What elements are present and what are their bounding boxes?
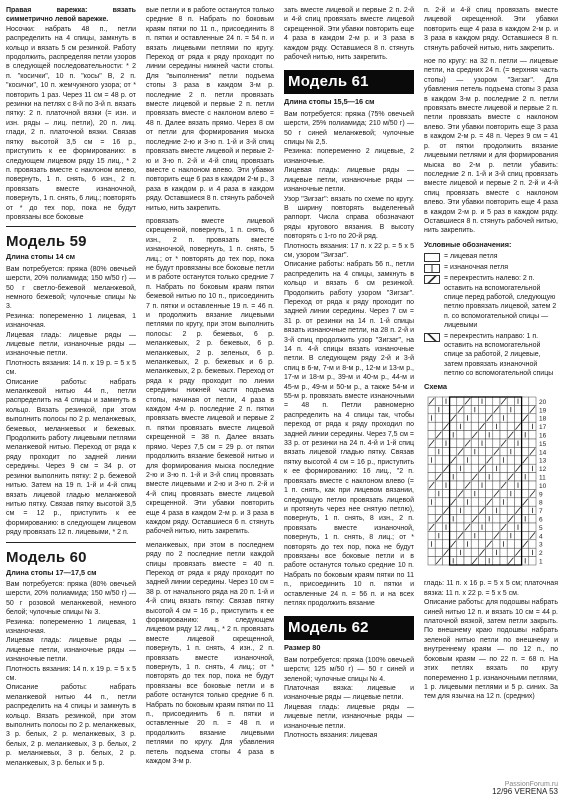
scheme-cell	[435, 456, 442, 464]
divider	[6, 226, 136, 227]
paragraph: Резинка: попеременно 1 лицевая, 1 изнаночная.	[6, 312, 136, 330]
scheme-cell	[450, 447, 457, 455]
scheme-cell	[464, 548, 471, 556]
scheme-cell	[500, 405, 507, 413]
paragraph: Вам потребуется: пряжа (100% овечьей шерсти; 125 м/50 г) — 50 г синей и зеленой; чулочные спицы № 4.	[284, 656, 414, 683]
scheme-cell	[442, 540, 449, 548]
scheme-cell	[486, 548, 493, 556]
scheme-cell	[478, 557, 485, 565]
scheme-cell	[450, 439, 457, 447]
scheme-cell	[471, 439, 478, 447]
paragraph: Описание работы: набрать 56 п., петли распределить на 4 спицы, замкнуть в кольцо и вязать 6 см резинкой. Продолжить работу узором "Зигзаг". Переход от ряда к ряду проходит по задней линии середины. Через 7 см = 31 р. от резинки на 14 п. 1-й спицы вязать изнаночные петли, на 28 п. 2-й и 3-й спиц продолжить узор "Зигзаг", на 14 п. 4-й спицы вязать изнаночные петли. В следующем ряду 2-й и 3-й спиц в 6-м, 7-м и 8-м р., 12-м и 13-м р., 17-м и 18-м р., 39-м и 40-м р., 44-м и 45-м р., 49-м и 50-м р., а также 54-м и 55-м р. провязать вместе изнаночными = 48 п. Петли равномерно распределить на 4 спицы так, чтобы переход от ряда к ряду проходил по задней линии середины. Через 7,5 см = 33 р. от резинки на 24 п. 4-й и 1-й спиц вязать лицевой гладью пятку. Связав пятку высотой 4 см = 16 р., приступить к ее формированию: 16 лиц., "2 п. провязать вместе с наклоном влево (= 1 п. снять, как при лицевом вязании, следующую петлю провязать лицевой и протянуть через нее снятую петлю), повернуть, 1 п. снять, 8 изн., 2 п. провязать вместе изнаночной, повернуть, 1 п. снять, 8 лиц.; от * повторять до тех пор, пока не будут провязаны все боковые петли и в работе останутся только средние 10 п. Набрать по боковым краям пятки по 11 п., присоединить 10 п. пятки и оставленные 24 п. = 56 п. и на всех петлях продолжить вязание	[284, 261, 414, 607]
scheme-cell	[529, 481, 536, 489]
scheme-cell	[428, 447, 435, 455]
model-62-heading: Модель 62	[284, 616, 414, 640]
scheme-cell	[464, 506, 471, 514]
paragraph: Плотность вязания: 14 п. х 19 р. = 5 х 5 см.	[6, 359, 136, 377]
paragraph: Правая варежка: вязать симметрично левой варежке.	[6, 7, 136, 24]
scheme-cell	[435, 422, 442, 430]
scheme-cell	[529, 439, 536, 447]
scheme-cell	[464, 473, 471, 481]
scheme-row-number: 7	[539, 508, 543, 516]
scheme-cell	[478, 473, 485, 481]
scheme-cell	[428, 473, 435, 481]
scheme-cell	[514, 489, 521, 497]
scheme-cell	[500, 489, 507, 497]
scheme-cell	[457, 456, 464, 464]
paragraph: Лицевая гладь: лицевые ряды — лицевые петли, изнаночные ряды — изнаночные петли.	[284, 703, 414, 730]
scheme-cell	[435, 548, 442, 556]
legend-text: = изнаночная петля	[444, 264, 509, 272]
scheme-title: Схема	[424, 381, 448, 391]
scheme-cell	[514, 540, 521, 548]
paragraph: Плотность вязания: 17 п. х 22 р. = 5 х 5 см, узором "Зигзаг".	[284, 242, 414, 259]
scheme-cell	[522, 506, 529, 514]
paragraph: ное по кругу: на 32 п. петли — лицевые петли, на средних 24 п. (= верхняя часть стопы) — узором "Зигзаг". Для убавления петель подъема стопы 3 раза в каждом 3-м р. последние 2 п. петли провязать вместе лицевой и первые 2 п. петли провязать вместе с наклоном влево. Эти убавки повторить еще 3 раза в каждом 2-м р. = 48 п. Через 9 см = 41 р. от пятки продолжить вязание лицевыми петлями и для формирования мыска во 2-м р. петли убавить: последние 2 п. 1-й и 3-й спиц провязать вместе лицевой и первые 2 п. 2-й и 4-й спиц провязать вместе с наклоном влево. Эти убавки повторить еще 4 раза в каждом 2-м р. и 5 раз в каждом ряду. Оставшиеся 8 п. стянуть рабочей нитью, нить закрепить.	[424, 58, 558, 235]
scheme-cell	[529, 540, 536, 548]
scheme-cell	[486, 439, 493, 447]
scheme-row-number: 19	[539, 407, 547, 415]
scheme-cell	[522, 531, 529, 539]
scheme-cell	[493, 414, 500, 422]
scheme-row-number: 10	[539, 482, 547, 490]
scheme-cell	[464, 489, 471, 497]
model-59-subtitle: Длина стопы 14 см	[6, 252, 76, 262]
paragraph: Плотность вязания: 14 п. х 19 р. = 5 х 5 см.	[6, 665, 136, 682]
scheme-cell	[493, 540, 500, 548]
scheme-cell	[500, 557, 507, 565]
scheme-cell	[428, 515, 435, 523]
scheme-cell	[442, 456, 449, 464]
legend-item	[424, 263, 558, 273]
model-60-heading: Модель 60	[6, 548, 87, 566]
scheme-cell	[522, 523, 529, 531]
scheme-cell	[507, 456, 514, 464]
scheme-cell	[450, 397, 457, 405]
scheme-cell	[428, 506, 435, 514]
paragraph: меланжевых, при этом в последнем ряду по 2 последние петли каждой спицы провязать вместе = 40 п. Переход от ряда к ряду проходит по задней линии середины. Через 10 см = 38 р. от начального ряда на 20 п. 1-й и 4-й спиц вязать пятку: Связав пятку высотой 4 см = 16 р., приступить к ее формированию: в следующем лицевом ряду 12 лиц., * 2 п. провязать вместе лицевой скрещенной, повернуть, 1 п. снять, 4 изн., 2 п. провязать вместе изнаночной, повернуть, 1 п. снять, 4 лиц.; от * повторять до тех пор, пока не будут провязаны все боковые петли и в работе останутся только средние 6 п. Набрать по боковым краям пятки по 11 п., присоединить 6 п. пятки и оставленные 20 п. = 48 п. и продолжить вязание лицевыми петлями по кругу. Для убавления петель подъема стопы 4 раза в каждом 3-м р.	[146, 541, 274, 766]
legend-title: Условные обозначения:	[424, 239, 512, 249]
scheme-cell	[428, 489, 435, 497]
scheme-cell	[478, 414, 485, 422]
scheme-cell	[493, 473, 500, 481]
scheme-cell	[471, 548, 478, 556]
scheme-cell	[464, 515, 471, 523]
scheme-cell	[450, 422, 457, 430]
scheme-cell	[457, 414, 464, 422]
scheme-cell	[529, 456, 536, 464]
scheme-cell	[514, 498, 521, 506]
scheme-cell	[428, 557, 435, 565]
scheme-cell	[500, 422, 507, 430]
scheme-cell	[529, 397, 536, 405]
scheme-cell	[457, 439, 464, 447]
scheme-cell	[464, 405, 471, 413]
paragraph: Резинка: попеременно 2 лицевые, 2 изнаночные.	[284, 148, 414, 165]
scheme-row-number: 8	[539, 499, 543, 507]
scheme-cell	[457, 540, 464, 548]
scheme-cell	[478, 515, 485, 523]
scheme-row-number: 1	[539, 558, 543, 566]
scheme-cell	[500, 464, 507, 472]
scheme-cell	[450, 405, 457, 413]
scheme-cell	[435, 397, 442, 405]
scheme-cell	[500, 431, 507, 439]
model-62-subtitle: Размер 80	[284, 643, 321, 653]
scheme-row-number: 12	[539, 466, 547, 474]
scheme-cell	[486, 405, 493, 413]
scheme-row-number: 14	[539, 449, 547, 457]
scheme-cell	[464, 431, 471, 439]
legend-item	[424, 252, 558, 262]
scheme-cell	[500, 506, 507, 514]
scheme-cell	[522, 481, 529, 489]
scheme-cell	[457, 481, 464, 489]
scheme-cell	[464, 422, 471, 430]
scheme-cell	[457, 523, 464, 531]
scheme-cell	[442, 447, 449, 455]
scheme-row-number: 20	[539, 398, 547, 406]
purl-stitch-icon	[424, 264, 440, 273]
scheme-cell	[428, 431, 435, 439]
scheme-cell	[471, 506, 478, 514]
scheme-cell	[428, 548, 435, 556]
scheme-cell	[514, 414, 521, 422]
scheme-row-number: 18	[539, 415, 547, 423]
scheme-cell	[493, 481, 500, 489]
scheme-cell	[522, 548, 529, 556]
column-1	[6, 6, 136, 768]
scheme-cell	[457, 557, 464, 565]
scheme-cell	[471, 414, 478, 422]
paragraph: Резинка: попеременно 1 лицевая, 1 изнаночная.	[6, 618, 136, 635]
scheme-cell	[442, 405, 449, 413]
scheme-cell	[486, 531, 493, 539]
scheme-cell	[471, 498, 478, 506]
scheme-cell	[522, 489, 529, 497]
scheme-row-number: 17	[539, 424, 547, 432]
scheme-cell	[457, 515, 464, 523]
scheme-row-number: 3	[539, 541, 543, 549]
scheme-cell	[507, 523, 514, 531]
scheme-cell	[486, 481, 493, 489]
scheme-cell	[450, 464, 457, 472]
scheme-cell	[514, 473, 521, 481]
paragraph: гладь: 11 п. х 16 р. = 5 х 5 см; платочная вязка: 11 п. х 22 р. = 5 х 5 см.	[424, 580, 558, 597]
scheme-cell	[442, 498, 449, 506]
scheme-cell	[471, 481, 478, 489]
scheme-cell	[514, 447, 521, 455]
scheme-cell	[493, 431, 500, 439]
paragraph: Вам потребуется: пряжа (80% овечьей шерсти, 20% полиамида; 150 м/50 г) — 50 г светло-бежевой меланжевой, немного бежевой; чулочные спицы № 3.	[6, 265, 136, 311]
scheme-cell	[428, 464, 435, 472]
scheme-row-number: 6	[539, 516, 543, 524]
scheme-row-number: 16	[539, 432, 547, 440]
paragraph: Лицевая гладь: лицевые ряды — лицевые петли, изнаночные ряды — изнаночные петли.	[6, 331, 136, 358]
scheme-cell	[500, 515, 507, 523]
paragraph: вые петли и в работе останутся только средние 8 п. Набрать по боковым краям пятки по 11 п., присоединить 8 п. пятки и оставленные 24 п. = 54 п. и вязать лицевыми петлями по кругу. Переход от ряда к ряду проходит по линии середины нижней части стопы. Для "выполнения" петли подъема стопы 3 раза в каждом 3-м р. последние 2 п. петли провязать вместе лицевой и первые 2 п. петли провязать вместе с наклоном влево = 48 п. Далее вязать прямо. Через 8 см от петли для формирования мыска последние 2-ю и 3-ю п. 1-й и 3-й спиц провязать вместе лицевой и первые 2-ю и 3-ю п. 2-й и 4-й спиц провязать вместе с наклоном влево. Эти убавки повторить еще 6 раз в каждом 2-м р., 3 раза в каждом р. и 4 раза в каждом ряду. Оставшиеся 8 п. стянуть рабочей нитью, нить закрепить.	[146, 7, 274, 212]
scheme-cell	[500, 548, 507, 556]
scheme-cell	[514, 531, 521, 539]
scheme-cell	[435, 464, 442, 472]
scheme-cell	[486, 422, 493, 430]
scheme-cell	[486, 447, 493, 455]
paragraph: Описание работы: для подошвы набрать синей нитью 12 п. и вязать 10 см = 44 р. платочной вязкой, затем петли закрыть. По внешнему краю подошвы набрать зеленой нитью петли по внешнему и внутреннему краям — по 12 п., по боковым краям — по 22 п. = 68 п. На этих петлях вязать по кругу попеременно 1 р. изнаночными петлями, 1 р. лицевыми петлями и 5 р. синих. За тем для язычка на 12 п. (средних)	[424, 599, 558, 701]
scheme-row-number: 2	[539, 550, 543, 558]
model-59-heading: Модель 59	[6, 233, 87, 251]
scheme-cell	[478, 447, 485, 455]
scheme-cell	[464, 464, 471, 472]
paragraph: Лицевая гладь: лицевые ряды — лицевые петли, изнаночные ряды — изнаночные петли.	[6, 637, 136, 664]
legend-text: = перекрестить налево: 2 п. оставить на вспомогательной спице перед работой, следующую петлю провязать лицевой, затем 2 п. со вспомогательной спицы — лицевыми	[444, 275, 557, 330]
scheme-cell	[493, 515, 500, 523]
paragraph: зать вместе лицевой и первые 2 п. 2-й и 4-й спиц провязать вместе лицевой скрещенной. Эти убавки повторить еще 4 раза в каждом 2-м р. и 3 раза в каждом ряду. Оставшиеся 8 п. стянуть рабочей нитью, нить закрепить.	[284, 7, 414, 62]
scheme-cell	[478, 489, 485, 497]
scheme-cell	[522, 447, 529, 455]
scheme-cell	[529, 473, 536, 481]
scheme-cell	[478, 405, 485, 413]
scheme-cell	[428, 531, 435, 539]
scheme-cell	[514, 405, 521, 413]
scheme-cell	[442, 431, 449, 439]
scheme-cell	[486, 506, 493, 514]
scheme-cell	[457, 431, 464, 439]
scheme-row-number: 11	[539, 474, 546, 482]
page-footer	[0, 778, 564, 800]
scheme-row-number: 15	[539, 440, 547, 448]
scheme-cell	[529, 557, 536, 565]
scheme-cell	[435, 414, 442, 422]
divider	[6, 542, 136, 543]
scheme-cell	[493, 498, 500, 506]
scheme-cell	[428, 422, 435, 430]
scheme-cell	[450, 531, 457, 539]
scheme-cell	[529, 414, 536, 422]
cross-left-icon	[424, 275, 440, 284]
scheme-cell	[435, 439, 442, 447]
scheme-cell	[493, 523, 500, 531]
column-2	[146, 6, 274, 767]
scheme-cell	[450, 548, 457, 556]
legend-text: = лицевая петля	[444, 253, 498, 261]
cross-right-icon	[424, 333, 440, 342]
scheme-cell	[522, 422, 529, 430]
scheme-cell	[507, 422, 514, 430]
scheme-cell	[464, 557, 471, 565]
scheme-cell	[493, 557, 500, 565]
model-61-subtitle: Длина стопы 15,5—16 см	[284, 97, 375, 107]
paragraph: Плотность вязания: лицевая	[284, 732, 378, 740]
scheme-cell	[507, 498, 514, 506]
scheme-cell	[493, 439, 500, 447]
scheme-cell	[493, 397, 500, 405]
scheme-cell	[435, 481, 442, 489]
model-60-subtitle: Длина стопы 17—17,5 см	[6, 567, 97, 577]
scheme-cell	[450, 523, 457, 531]
scheme-cell	[471, 523, 478, 531]
scheme-cell	[457, 498, 464, 506]
scheme-cell	[442, 515, 449, 523]
legend	[424, 240, 558, 379]
scheme-cell	[428, 405, 435, 413]
page-number: 12/96 VERENA 53	[492, 787, 558, 796]
scheme-cell	[486, 397, 493, 405]
paragraph: Вам потребуется: пряжа (75% овечьей шерсти, 25% полиамида; 210 м/50 г) — 50 г синей меланжевой; чулочные спицы № 2,5.	[284, 110, 414, 147]
scheme-cell	[514, 431, 521, 439]
scheme-cell	[486, 489, 493, 497]
scheme-cell	[478, 498, 485, 506]
paragraph: Узор "Зигзаг": вязать по схеме по кругу. В ширину повторять выделенный раппорт. Числа справа обозначают ряды кругового вязания. В высоту повторять с 1-го по 20-й ряд.	[284, 195, 414, 241]
scheme-cell	[529, 498, 536, 506]
legend-item	[424, 332, 558, 379]
scheme-cell	[478, 531, 485, 539]
scheme-cell	[478, 456, 485, 464]
scheme-row-number: 13	[539, 457, 547, 465]
scheme-cell	[522, 397, 529, 405]
scheme-cell	[529, 431, 536, 439]
scheme-cell	[486, 523, 493, 531]
paragraph: Платочная вязка: лицевые и изнаночные ряды — лицевые петли.	[284, 685, 414, 702]
scheme-cell	[442, 531, 449, 539]
scheme-row-number: 4	[539, 533, 543, 541]
scheme-cell	[507, 481, 514, 489]
scheme-cell	[471, 540, 478, 548]
watermark: PassionForum.ru	[504, 781, 558, 788]
scheme-cell	[442, 473, 449, 481]
scheme-cell	[529, 515, 536, 523]
scheme-cell	[442, 489, 449, 497]
knit-stitch-icon	[424, 253, 440, 262]
scheme-cell	[500, 531, 507, 539]
scheme-cell	[493, 456, 500, 464]
scheme-cell	[450, 489, 457, 497]
scheme-cell	[442, 414, 449, 422]
scheme-cell	[507, 397, 514, 405]
scheme-cell	[442, 557, 449, 565]
scheme-cell	[450, 506, 457, 514]
scheme-cell	[522, 439, 529, 447]
legend-item	[424, 274, 558, 330]
scheme-cell	[514, 456, 521, 464]
paragraph: п. 2-й и 4-й спиц провязать вместе лицевой скрещенной. Эти убавки повторить еще 4 раза в каждом 2-м р. и 3 раза в каждом ряду. Оставшиеся 8 п. стянуть рабочей нитью, нить закрепить.	[424, 7, 558, 52]
scheme-row-number: 9	[539, 491, 543, 499]
paragraph: Вам потребуется: пряжа (80% овечьей шерсти, 20% полиамида; 150 м/50 г) — 50 г розовой меланжевой, немного белой; чулочные спицы № 3.	[6, 580, 136, 617]
paragraph: Описание работы: набрать меланжевой нитью 44 п., петли распределить на 4 спицы и замкнуть в кольцо. Вязать резинкой, при этом выполнить полосы по 2 р. меланжевых, 3 р. белых, 2 р. меланжевых, 3 р. белых, 2 р. меланжевых, 3 р. белых, 2 р. меланжевых, 3 р. белых, 2 р. меланжевых, 3 р. белых и 5 р.	[6, 684, 136, 767]
model-61-heading: Модель 61	[284, 70, 414, 94]
scheme-cell	[471, 464, 478, 472]
paragraph: Лицевая гладь: лицевые ряды — лицевые петли, изнаночные ряды — изнаночные петли.	[284, 167, 414, 194]
scheme-cell	[507, 439, 514, 447]
paragraph: Носочки: набрать 48 п., петли распределить на 4 спицы, замкнуть в кольцо и вязать 5 см резинкой. Работу продолжить, распределяя петли узоров в следующей последовательности: * 2 п. "косички", 10 п. "косы" В, 2 п. "косички", 10 п. жемчужного узора; от * повторить 1 раз. Через 11 см = 48 р. от резинки на петлях с 8-й по 3-й п. вязать пятку: 2 п. платочной вязки (= изн. и изн. ряды – лиц. петли), 20 п. лиц. глади, 2 п. платочной вязки. Связав пятку высотой 3,5 см = 16 р., приступить к ее формированию: в следующем лицевом ряду 15 лиц., * 2 п. провязать вместе с наклоном влево, повернуть, 1 п. снять, 6 изн., 2 п. провязать вместе изнаночной, повернуть, 1 п. снять, 6 лиц.; повторять от * до тех пор, пока не будут провязаны все боковые	[6, 25, 136, 221]
column-4	[424, 6, 558, 702]
scheme-cell	[514, 557, 521, 565]
scheme-cell	[471, 422, 478, 430]
scheme-cell	[464, 531, 471, 539]
paragraph: провязать вместе лицевой скрещенной, повернуть, 1 п. снять, 6 изн., 2 п. провязать вместе изнаночной, повернуть, 1 п. снять, 5 лиц.; от * повторять до тех пор, пока не будут провязаны все боковые петли и в работе останутся только средние 7 п. Набрать по боковым краям пятки бежевой нитью по 10 п., присоединить 7 п. пятки и оставленные 19 п. = 46 п. и продолжить вязание лицевыми петлями по кругу, при этом выполнить полосы: 2 р. бежевых, 6 р. меланжевых, 2 р. бежевых, 6 р. меланжевых, 2 р. зеленых, 6 р. меланжевых, 2 р. бежевых и 6 р. меланжевых, 2 р. бежевых. Переход от ряда к ряду проходит по линии середины нижней части подъема стопы, начиная от петли, 4 раза в каждом 4-м р. последние 2 п. пятки провязать вместе лицевой и первые 2 п. пятки провязать вместе лицевой скрещенной = 38 п. Далее вязать прямо. Через 7,5 см = 29 р. от пятки продолжить вязание бежевой нитью и для формирования мыска последние 2-ю и 3-ю п. 1-й и 3-й спиц провязать вместе лицевыми и 2-ю и 3-ю п. 2-й и 4-й спиц провязать вместе лицевой скрещенной. Эти убавки повторить еще 4 раза в каждом 2-м р. и 3 раза в каждом ряду. Оставшиеся 6 п. стянуть рабочей нитью, нить закрепить.	[146, 217, 274, 536]
scheme-cell	[457, 473, 464, 481]
scheme-cell	[507, 540, 514, 548]
scheme-cell	[478, 431, 485, 439]
scheme-cell	[471, 456, 478, 464]
scheme-cell	[522, 464, 529, 472]
scheme-cell	[471, 397, 478, 405]
scheme-cell	[435, 540, 442, 548]
scheme-cell	[464, 447, 471, 455]
scheme-cell	[507, 414, 514, 422]
scheme-cell	[500, 473, 507, 481]
scheme-cell	[435, 498, 442, 506]
paragraph: Описание работы: набрать меланжевой нитью 44 п., петли распределить на 4 спицы и замкнуть в кольцо. Вязать резинкой, при этом выполнить полосы по 2 р. меланжевых, бежевых, меланжевых и бежевых. Продолжить работу лицевыми петлями меланжевой нитью. Переход от ряда к ряду проходит по задней линии середины. Через 9 см = 34 р. от резинки выполнить пятку: 2 р. бежевой нитью. Затем на 19 п. 1-й и 4-й спиц вязать лицевой гладью меланжевой нитью пятку. Связав пятку высотой 3,5 см = 12 р., приступить к ее формированию: в следующем лицевом ряду провязать 12 п. лицевыми, * 2 п.	[6, 378, 136, 537]
scheme-cell	[507, 506, 514, 514]
legend-text: = перекрестить направо: 1 п. оставить на вспомогательной спице за работой, 2 лицевые, затем провязать изнаночной петлю со вспомогательной спицы	[444, 332, 554, 378]
scheme-cell	[478, 540, 485, 548]
scheme-cell	[522, 405, 529, 413]
scheme-cell	[529, 523, 536, 531]
scheme-cell	[507, 464, 514, 472]
scheme-cell	[450, 481, 457, 489]
zigzag-scheme-grid	[424, 393, 558, 573]
scheme-cell	[507, 548, 514, 556]
zigzag-scheme	[424, 393, 558, 576]
scheme-row-number: 5	[539, 524, 543, 532]
scheme-cell	[514, 515, 521, 523]
scheme-cell	[486, 464, 493, 472]
scheme-cell	[435, 506, 442, 514]
scheme-cell	[500, 447, 507, 455]
scheme-cell	[435, 523, 442, 531]
column-3	[284, 6, 414, 740]
scheme-cell	[457, 397, 464, 405]
